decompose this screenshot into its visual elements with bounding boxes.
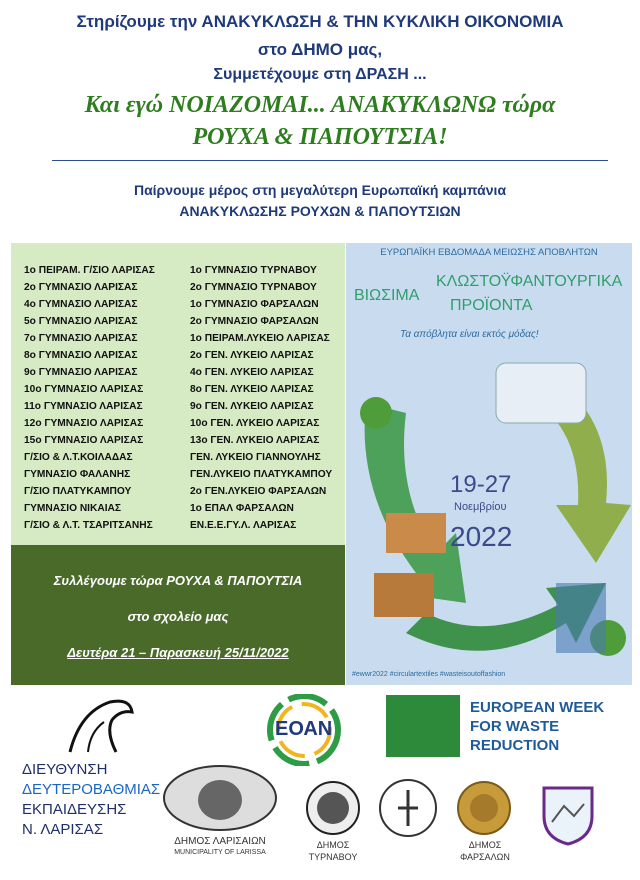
poster-word-1: ΒΙΩΣΙΜΑ xyxy=(354,287,420,304)
ewwr-poster xyxy=(346,243,632,685)
school-item: 13ο ΓΕΝ. ΛΥΚΕΙΟ ΛΑΡΙΣΑΣ xyxy=(190,435,320,446)
tyrnavos-caption-2: ΤΥΡΝΑΒΟΥ xyxy=(308,852,358,862)
directorate-line-3: ΕΚΠΑΙΔΕΥΣΗΣ xyxy=(22,801,127,818)
ewwr-line-2: FOR WASTE xyxy=(470,718,560,735)
larissa-caption-1: ΔΗΜΟΣ ΛΑΡΙΣΑΙΩΝ xyxy=(174,836,266,847)
municipal-seal-icon xyxy=(378,778,438,838)
school-item: 2ο ΓΕΝ. ΛΥΚΕΙΟ ΛΑΡΙΣΑΣ xyxy=(190,350,314,361)
school-item: 2ο ΓΥΜΝΑΣΙΟ ΛΑΡΙΣΑΣ xyxy=(24,282,138,293)
poster-year: 2022 xyxy=(450,521,513,552)
school-item: ΓΕΝ. ΛΥΚΕΙΟ ΓΙΑΝΝΟΥΛΗΣ xyxy=(190,452,321,463)
school-item: 4ο ΓΥΜΝΑΣΙΟ ΛΑΡΙΣΑΣ xyxy=(24,299,138,310)
school-item: 9ο ΓΥΜΝΑΣΙΟ ΛΑΡΙΣΑΣ xyxy=(24,367,138,378)
slogan-line-2: ΡΟΥΧΑ & ΠΑΠΟΥΤΣΙΑ! xyxy=(192,124,448,150)
eoan-text: ΕΟΑΝ xyxy=(275,718,333,740)
school-item: ΓΥΜΝΑΣΙΟ ΝΙΚΑΙΑΣ xyxy=(24,503,122,514)
school-item: 9ο ΓΕΝ. ΛΥΚΕΙΟ ΛΑΡΙΣΑΣ xyxy=(190,401,314,412)
larissa-caption-2: MUNICIPALITY OF LARISSA xyxy=(174,849,266,856)
collection-panel xyxy=(11,545,345,685)
school-item: 7ο ΓΥΜΝΑΣΙΟ ΛΑΡΙΣΑΣ xyxy=(24,333,138,344)
school-item: 11ο ΓΥΜΝΑΣΙΟ ΛΑΡΙΣΑΣ xyxy=(24,401,143,412)
header-line-3: Συμμετέχουμε στη ΔΡΑΣΗ ... xyxy=(213,66,427,83)
school-item: 15ο ΓΥΜΝΑΣΙΟ ΛΑΡΙΣΑΣ xyxy=(24,435,144,446)
poster-hashtags: #ewwr2022 #circulartextiles #wasteisoutoffashion xyxy=(352,671,506,678)
divider xyxy=(52,160,608,161)
campaign-line-1: Παίρνουμε μέρος στη μεγαλύτερη Ευρωπαϊκή καμπάνια xyxy=(133,182,507,198)
school-item: 5ο ΓΥΜΝΑΣΙΟ ΛΑΡΙΣΑΣ xyxy=(24,316,138,327)
farsala-caption-1: ΔΗΜΟΣ xyxy=(468,840,502,850)
school-item: 8ο ΓΥΜΝΑΣΙΟ ΛΑΡΙΣΑΣ xyxy=(24,350,138,361)
elassona-shield-icon xyxy=(538,782,598,846)
horse-logo-icon xyxy=(60,692,140,756)
directorate-line-4: Ν. ΛΑΡΙΣΑΣ xyxy=(22,821,104,838)
school-item: 1ο ΠΕΙΡΑΜ.ΛΥΚΕΙΟ ΛΑΡΙΣΑΣ xyxy=(190,333,330,344)
poster-month: Νοεμβρίου xyxy=(454,501,507,513)
school-item: 2ο ΓΥΜΝΑΣΙΟ ΤΥΡΝΑΒΟΥ xyxy=(190,282,317,293)
school-item: 2ο ΓΕΝ.ΛΥΚΕΙΟ ΦΑΡΣΑΛΩΝ xyxy=(190,486,327,497)
poster-word-3: ΠΡΟΪΟΝΤΑ xyxy=(450,297,533,314)
larissa-emblem-icon xyxy=(160,762,280,834)
school-item: 1ο ΓΥΜΝΑΣΙΟ ΦΑΡΣΑΛΩΝ xyxy=(190,299,319,310)
collection-line-1: Συλλέγουμε τώρα ΡΟΥΧΑ & ΠΑΠΟΥΤΣΙΑ xyxy=(53,573,303,588)
schools-list-left xyxy=(24,262,155,534)
school-item: 1ο ΕΠΑΛ ΦΑΡΣΑΛΩΝ xyxy=(190,503,294,514)
school-item: 12ο ΓΥΜΝΑΣΙΟ ΛΑΡΙΣΑΣ xyxy=(24,418,144,429)
school-item: 10ο ΓΥΜΝΑΣΙΟ ΛΑΡΙΣΑΣ xyxy=(24,384,144,395)
schools-list-right xyxy=(190,262,332,534)
poster-top: ΕΥΡΩΠΑΪΚΗ ΕΒΔΟΜΑΔΑ ΜΕΙΩΣΗΣ ΑΠΟΒΛΗΤΩΝ xyxy=(380,247,598,258)
header-line-2: στο ΔΗΜΟ μας, xyxy=(257,40,383,59)
ewwr-logo-icon xyxy=(386,695,460,757)
school-item: 1ο ΓΥΜΝΑΣΙΟ ΤΥΡΝΑΒΟΥ xyxy=(190,265,317,276)
directorate-line-2: ΔΕΥΤΕΡΟΒΑΘΜΙΑΣ xyxy=(22,781,161,798)
school-item: 2ο ΓΥΜΝΑΣΙΟ ΦΑΡΣΑΛΩΝ xyxy=(190,316,319,327)
school-item: 1ο ΠΕΙΡΑΜ. Γ/ΣΙΟ ΛΑΡΙΣΑΣ xyxy=(24,265,155,276)
farsala-coin-icon xyxy=(456,780,512,836)
poster-word-2: ΚΛΩΣΤΟΫΦΑΝΤΟΥΡΓΙΚΑ xyxy=(436,273,623,290)
header-line-1: Στηρίζουμε την ΑΝΑΚΥΚΛΩΣΗ & ΤΗΝ ΚΥΚΛΙΚΗ ΟΙΚΟΝΟΜΙΑ xyxy=(76,12,564,31)
ewwr-line-1: EUROPEAN WEEK xyxy=(470,699,605,716)
school-item: ΕΝ.Ε.Ε.ΓΥ.Λ. ΛΑΡΙΣΑΣ xyxy=(190,520,297,531)
school-item: 10ο ΓΕΝ. ΛΥΚΕΙΟ ΛΑΡΙΣΑΣ xyxy=(190,418,320,429)
campaign-line-2: ΑΝΑΚΥΚΛΩΣΗΣ ΡΟΥΧΩΝ & ΠΑΠΟΥΤΣΙΩΝ xyxy=(179,203,461,219)
tyrnavos-caption-1: ΔΗΜΟΣ xyxy=(316,840,350,850)
poster-dates: 19-27 xyxy=(450,471,512,498)
farsala-caption-2: ΦΑΡΣΑΛΩΝ xyxy=(460,852,510,862)
ewwr-line-3: REDUCTION xyxy=(470,737,560,754)
school-item: 8ο ΓΕΝ. ΛΥΚΕΙΟ ΛΑΡΙΣΑΣ xyxy=(190,384,314,395)
poster-tagline: Τα απόβλητα είναι εκτός μόδας! xyxy=(400,329,539,340)
school-item: Γ/ΣΙΟ ΠΛΑΤΥΚΑΜΠΟΥ xyxy=(24,486,132,497)
tyrnavos-seal-icon xyxy=(305,780,361,836)
school-item: ΓΕΝ.ΛΥΚΕΙΟ ΠΛΑΤΥΚΑΜΠΟΥ xyxy=(190,469,333,480)
slogan-line-1: Και εγώ ΝΟΙΑΖΟΜΑΙ... ΑΝΑΚΥΚΛΩΝΩ τώρα xyxy=(84,92,556,118)
directorate-line-1: ΔΙΕΥΘΥΝΣΗ xyxy=(22,761,108,778)
collection-dates: Δευτέρα 21 – Παρασκευή 25/11/2022 xyxy=(67,645,289,660)
collection-line-2: στο σχολείο μας xyxy=(127,609,229,624)
school-item: Γ/ΣΙΟ & Λ.Τ. ΤΣΑΡΙΤΣΑΝΗΣ xyxy=(24,520,153,531)
school-item: Γ/ΣΙΟ & Λ.Τ.ΚΟΙΛΑΔΑΣ xyxy=(24,452,133,463)
school-item: ΓΥΜΝΑΣΙΟ ΦΑΛΑΝΗΣ xyxy=(24,469,131,480)
school-item: 4ο ΓΕΝ. ΛΥΚΕΙΟ ΛΑΡΙΣΑΣ xyxy=(190,367,314,378)
